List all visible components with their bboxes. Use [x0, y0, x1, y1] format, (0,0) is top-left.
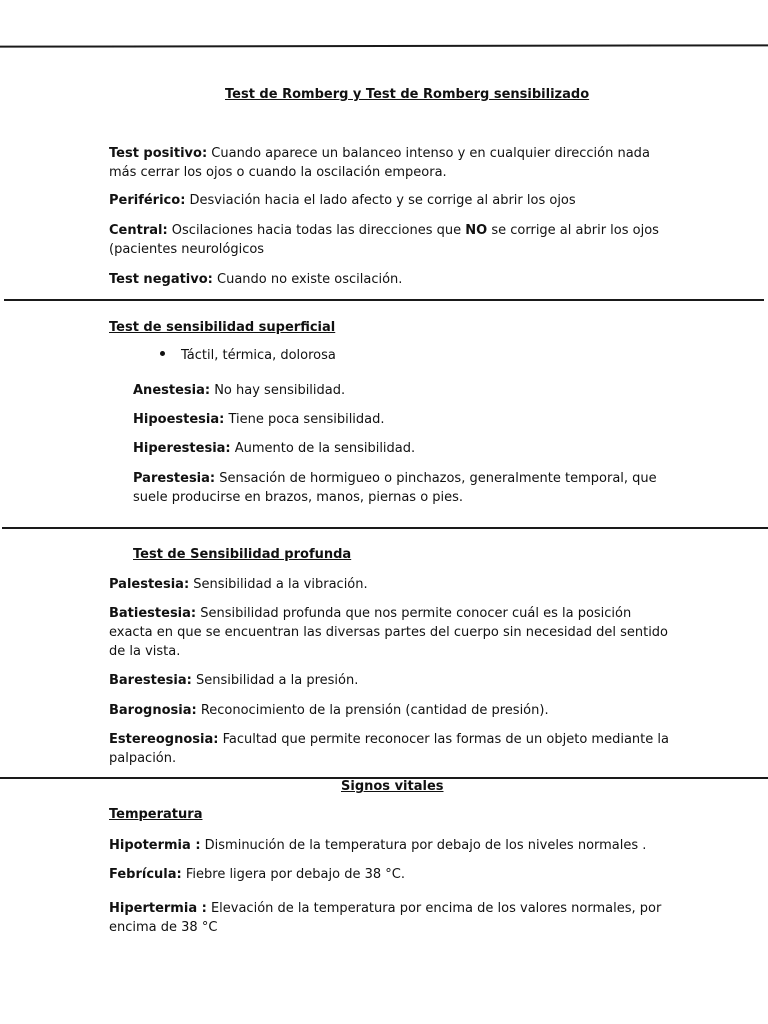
- term: Hiperestesia:: [133, 441, 231, 456]
- term: Barognosia:: [109, 703, 197, 718]
- term: Febrícula:: [109, 867, 182, 882]
- definition-parestesia: [133, 469, 669, 507]
- definition-text: Sensibilidad profunda que nos permite conocer cuál es la posición exacta en que se encuentran las diversas partes del cuerpo sin necesidad del sentido de la vista.: [109, 606, 669, 659]
- definition-text: Sensibilidad a la vibración.: [189, 577, 368, 592]
- definition-central: [109, 221, 669, 259]
- term: Batiestesia:: [109, 606, 197, 621]
- definition-text: Sensación de hormigueo o pinchazos, generalmente temporal, que suele producirse en brazos, manos, piernas o pies.: [133, 471, 657, 505]
- definition-palestesia: [109, 575, 669, 594]
- term: Palestesia:: [109, 577, 190, 592]
- definition-barognosia: [109, 701, 669, 720]
- term: Parestesia:: [133, 471, 216, 486]
- definition-text: No hay sensibilidad.: [210, 383, 346, 398]
- definition-hipertermia: [109, 899, 669, 937]
- definition-test-negativo: [109, 270, 669, 289]
- section-rule-1: [4, 299, 764, 301]
- term: Barestesia:: [109, 673, 192, 688]
- term: Estereognosia:: [109, 732, 219, 747]
- definition-hipotermia: [109, 836, 669, 855]
- vitales-title: Signos vitales: [341, 779, 444, 794]
- term: Hipotermia :: [109, 838, 201, 853]
- definition-test-positivo: [109, 144, 669, 182]
- definition-text: se corrige al abrir los ojos (pacientes neurológicos: [109, 223, 659, 257]
- definition-hiperestesia: [133, 439, 669, 458]
- bullet-icon: [160, 351, 165, 356]
- definition-anestesia: [133, 381, 669, 400]
- definition-text: Aumento de la sensibilidad.: [230, 441, 416, 456]
- definition-febricula: [109, 865, 669, 884]
- term: Periférico:: [109, 193, 186, 208]
- profunda-title: Test de Sensibilidad profunda: [133, 547, 352, 562]
- definition-text: Disminución de la temperatura por debajo de los niveles normales .: [200, 838, 647, 853]
- definition-batiestesia: [109, 604, 669, 661]
- bullet-text: Táctil, térmica, dolorosa: [181, 348, 336, 363]
- emphasis-no: NO: [465, 223, 488, 238]
- definition-periferico: [109, 191, 669, 210]
- section-rule-2: [2, 527, 768, 529]
- definition-text: Fiebre ligera por debajo de 38 °C.: [181, 867, 405, 882]
- definition-estereognosia: [109, 730, 669, 768]
- definition-text: Cuando aparece un balanceo intenso y en cualquier dirección nada más cerrar los ojos o cuando la oscilación empeora.: [109, 146, 650, 180]
- definition-text: Elevación de la temperatura por encima de los valores normales, por encima de 38 °C: [109, 901, 662, 935]
- term: Test negativo:: [109, 272, 213, 287]
- temperatura-subtitle: Temperatura: [109, 807, 203, 822]
- definition-text: Tiene poca sensibilidad.: [224, 412, 385, 427]
- bullet-item: [160, 348, 336, 363]
- definition-barestesia: [109, 671, 669, 690]
- definition-text: Facultad que permite reconocer las formas de un objeto mediante la palpación.: [109, 732, 669, 766]
- romberg-title: Test de Romberg y Test de Romberg sensibilizado: [225, 87, 590, 102]
- term: Test positivo:: [109, 146, 208, 161]
- superficial-title: Test de sensibilidad superficial: [109, 320, 336, 335]
- term: Central:: [109, 223, 168, 238]
- definition-hipoestesia: [133, 410, 669, 429]
- definition-text: Cuando no existe oscilación.: [212, 272, 403, 287]
- term: Hipertermia :: [109, 901, 207, 916]
- definition-text: Sensibilidad a la presión.: [191, 673, 359, 688]
- term: Hipoestesia:: [133, 412, 225, 427]
- term: Anestesia:: [133, 383, 211, 398]
- definition-text: Desviación hacia el lado afecto y se corrige al abrir los ojos: [185, 193, 576, 208]
- definition-text: Oscilaciones hacia todas las direcciones que: [167, 223, 466, 238]
- page-rule-top: [0, 44, 768, 47]
- definition-text: Reconocimiento de la prensión (cantidad de presión).: [196, 703, 549, 718]
